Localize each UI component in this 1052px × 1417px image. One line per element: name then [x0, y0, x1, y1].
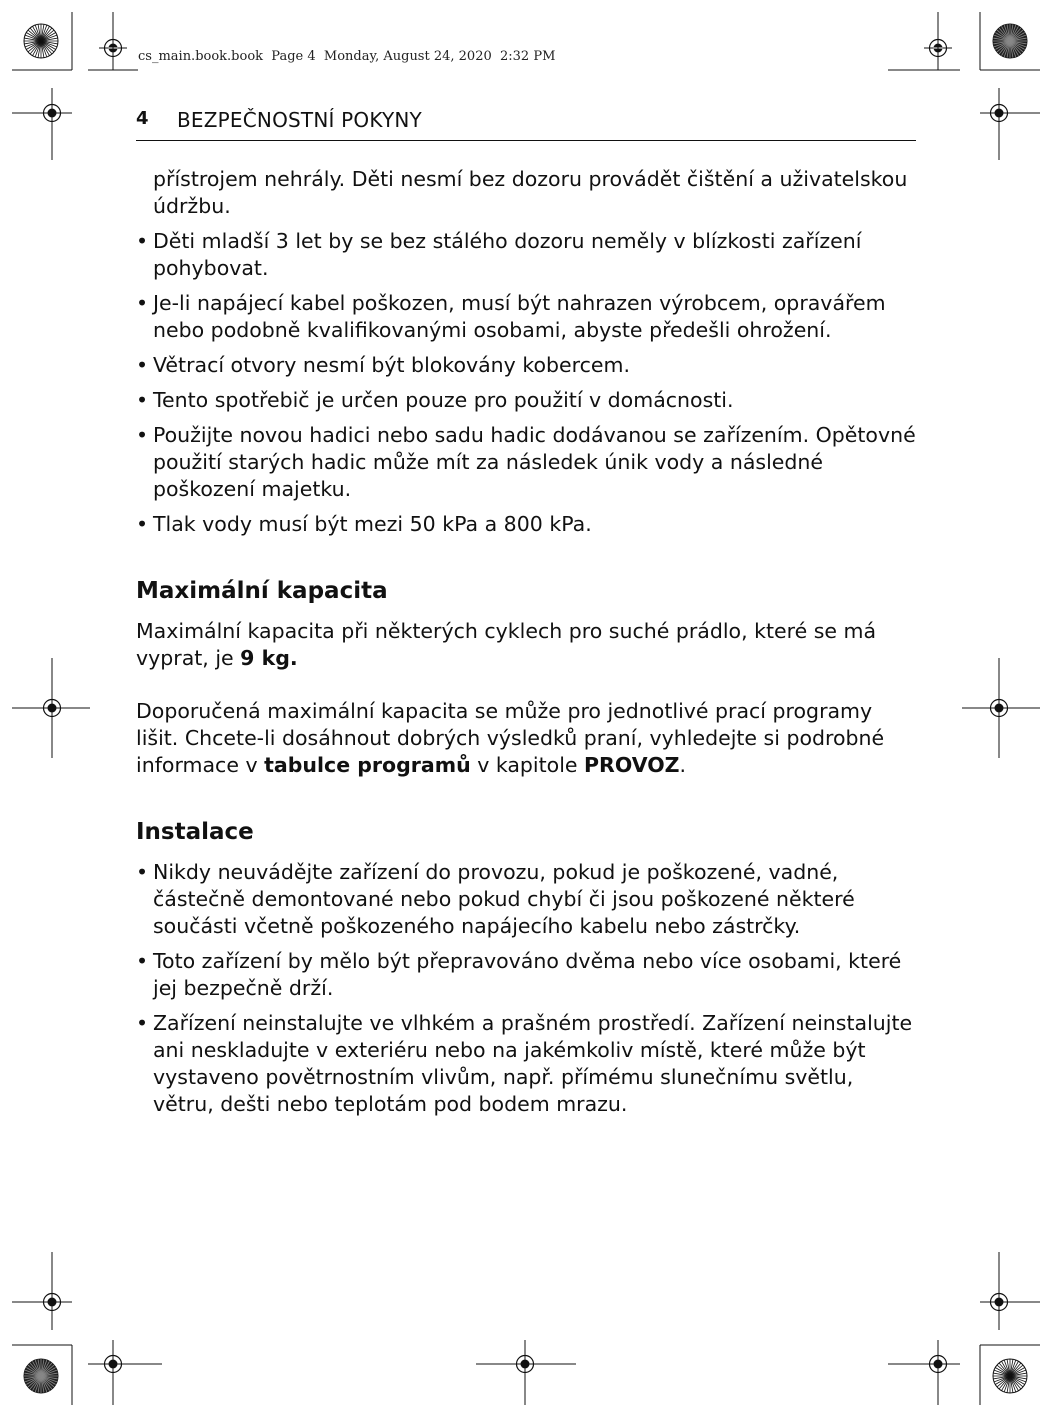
- star-target-icon: [993, 24, 1027, 58]
- star-target-icon: [24, 24, 58, 58]
- page-content: [136, 166, 916, 1126]
- bullet-icon: •: [136, 423, 149, 447]
- running-header: [136, 108, 916, 141]
- list-item: • Toto zařízení by mělo být přepravováno dvěma nebo více osobami, které jej bezpečně drží.: [136, 949, 902, 1000]
- list-item: • Zařízení neinstalujte ve vlhkém a prašném prostředí. Zařízení neinstalujte ani neskladujte v exteriéru nebo na jakémkoliv místě, které může být vystaveno povětrnostním vlivům, např. přímému slunečnímu světlu, větru, dešti nebo teplotám pod bodem mrazu.: [136, 1011, 913, 1116]
- continued-text: přístrojem nehrály. Děti nesmí bez dozoru provádět čištění a uživatelskou údržbu.: [153, 167, 908, 218]
- safety-bullet-list: [136, 228, 916, 538]
- list-item: • Děti mladší 3 let by se bez stálého dozoru neměly v blízkosti zařízení pohybovat.: [136, 229, 862, 280]
- list-item: • Větrací otvory nesmí být blokovány kobercem.: [136, 353, 630, 377]
- list-item: • Je-li napájecí kabel poškozen, musí být nahrazen výrobcem, opravářem nebo podobně kvalifikovanými osobami, abyste předešli ohrožení.: [136, 291, 886, 342]
- installation-heading: Instalace: [136, 819, 254, 845]
- bullet-icon: •: [136, 353, 149, 377]
- bullet-icon: •: [136, 860, 149, 884]
- installation-bullet-list: [136, 859, 916, 1118]
- capacity-recommendation-paragraph: Doporučená maximální kapacita se může pro jednotlivé prací programy lišit. Chcete-li dosáhnout dobrých výsledků praní, vyhledejte si podrobné informace v tabulce programů v kapitole PROVOZ.: [136, 699, 885, 777]
- bullet-icon: •: [136, 949, 149, 973]
- bullet-icon: •: [136, 388, 149, 412]
- print-slug: cs_main.book.book Page 4 Monday, August 24, 2020 2:32 PM: [138, 49, 556, 64]
- section-title: BEZPEČNOSTNÍ POKYNY: [177, 108, 422, 132]
- list-item: • Tlak vody musí být mezi 50 kPa a 800 kPa.: [136, 512, 592, 536]
- star-target-icon: [24, 1359, 58, 1393]
- bullet-icon: •: [136, 512, 149, 536]
- capacity-heading: Maximální kapacita: [136, 578, 388, 604]
- bullet-icon: •: [136, 291, 149, 315]
- list-item: • Použijte novou hadici nebo sadu hadic dodávanou se zařízením. Opětovné použití starých hadic může mít za následek únik vody a následné poškození majetku.: [136, 423, 916, 501]
- list-item: • Nikdy neuvádějte zařízení do provozu, pokud je poškozené, vadné, částečně demontované nebo pokud chybí či jsou poškozené některé součásti včetně poškozeného napájecího kabelu nebo zástrčky.: [136, 860, 855, 938]
- capacity-paragraph: Maximální kapacita při některých cyklech pro suché prádlo, které se má vyprat, je 9 kg.: [136, 619, 877, 670]
- bullet-icon: •: [136, 229, 149, 253]
- star-target-icon: [993, 1359, 1027, 1393]
- bullet-icon: •: [136, 1011, 149, 1035]
- page-number: 4: [136, 108, 149, 129]
- list-item: • Tento spotřebič je určen pouze pro použití v domácnosti.: [136, 388, 734, 412]
